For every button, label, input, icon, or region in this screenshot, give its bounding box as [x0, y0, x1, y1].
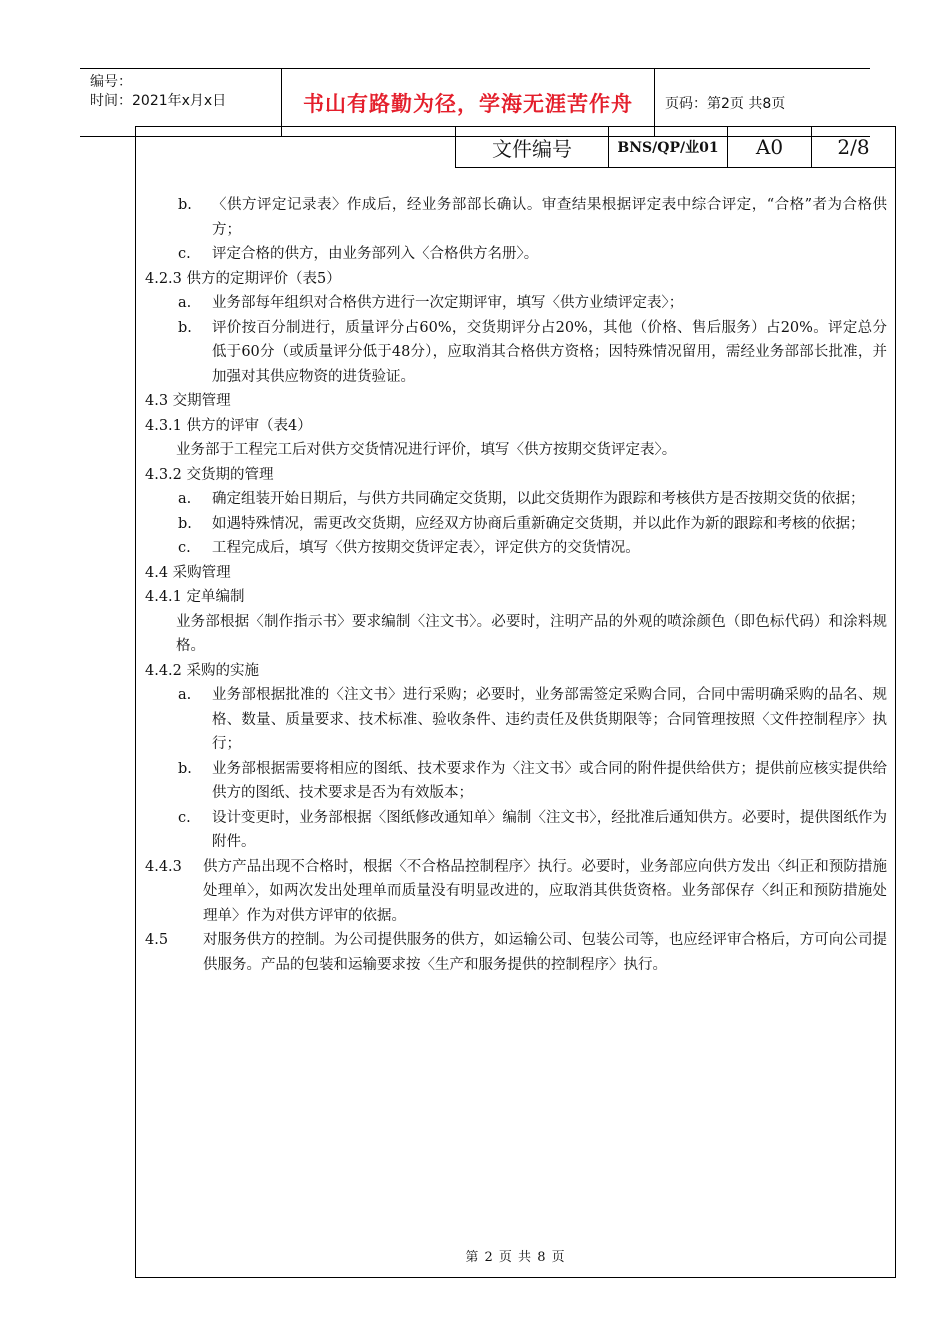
list-text: 〈供方评定记录表〉作成后，经业务部部长确认。审查结果根据评定表中综合评定，“合格”者为合格供方；	[212, 197, 887, 238]
list-item	[145, 683, 887, 757]
list-marker: b.	[178, 197, 192, 213]
list-item	[145, 291, 887, 316]
doc-page: 2/8	[837, 135, 870, 159]
list-item	[145, 757, 887, 806]
doc-code: BNS/QP/业01	[609, 127, 728, 167]
paragraph-text: 供方产品出现不合格时，根据〈不合格品控制程序〉执行。必要时，业务部应向供方发出〈纠正和预防措施处理单〉，如两次发出处理单而质量没有明显改进的，应取消其供货资格。业务部保存〈纠正和预防措施处理单〉作为对供方评审的依据。	[203, 858, 887, 924]
doc-number-label: 文件编号	[456, 127, 609, 167]
list-marker: c.	[178, 246, 191, 262]
list-item	[145, 193, 887, 242]
document-number-label: 编号：	[90, 74, 132, 90]
list-text: 评定合格的供方，由业务部列入〈合格供方名册〉。	[212, 246, 539, 262]
section-heading: 4.3 交期管理	[145, 393, 231, 409]
list-item	[145, 242, 887, 267]
list-marker: b.	[178, 760, 192, 777]
section-heading: 4.4.1 定单编制	[145, 589, 245, 605]
list-marker: a.	[178, 295, 192, 311]
list-marker: c.	[178, 809, 191, 826]
paragraph: 业务部根据〈制作指示书〉要求编制〈注文书〉。必要时，注明产品的外观的喷涂颜色（即色标代码）和涂料规格。	[176, 613, 887, 654]
list-text: 评价按百分制进行，质量评分占60%，交货期评分占20%，其他（价格、售后服务）占20%。评定总分低于60分（或质量评分低于48分），应取消其合格供方资格；因特殊情况留用，需经业务部部长批准，并加强对其供应物资的进货验证。	[212, 319, 887, 385]
list-text: 如遇特殊情况，需更改交货期，应经双方协商后重新确定交货期，并以此作为新的跟踪和考核的依据；	[212, 515, 865, 532]
list-item	[145, 487, 887, 512]
doc-version: A0	[728, 127, 812, 167]
document-date: 时间：2021年x月x日	[90, 93, 227, 109]
list-marker: c.	[178, 540, 191, 556]
page-footer: 第 2 页 共 8 页	[465, 1250, 566, 1265]
section-heading: 4.3.2 交货期的管理	[145, 466, 274, 483]
list-item	[145, 316, 887, 390]
list-marker: a.	[178, 491, 192, 507]
section-number: 4.5	[145, 932, 169, 948]
section-number: 4.4.3	[145, 858, 182, 875]
numbered-paragraph	[145, 855, 887, 929]
list-text: 工程完成后，填写〈供方按期交货评定表〉，评定供方的交货情况。	[212, 540, 640, 556]
section-heading: 4.2.3 供方的定期评价（表5）	[145, 270, 341, 287]
list-text: 确定组装开始日期后，与供方共同确定交货期，以此交货期作为跟踪和考核供方是否按期交货的依据；	[212, 491, 865, 507]
list-item	[145, 536, 887, 561]
list-item	[145, 512, 887, 537]
numbered-paragraph	[145, 928, 887, 977]
list-text: 业务部每年组织对合格供方进行一次定期评审，填写〈供方业绩评定表〉；	[212, 295, 684, 311]
section-heading: 4.4 采购管理	[145, 564, 231, 581]
list-marker: b.	[178, 319, 192, 336]
header-meta	[90, 73, 280, 111]
list-marker: a.	[178, 687, 192, 703]
list-text: 设计变更时，业务部根据〈图纸修改通知单〉编制〈注文书〉，经批准后通知供方。必要时，提供图纸作为附件。	[212, 809, 887, 850]
section-heading: 4.3.1 供方的评审（表4）	[145, 417, 312, 434]
list-item	[145, 806, 887, 855]
header-page-code: 页码：第2页 共8页	[665, 95, 786, 112]
paragraph-text: 对服务供方的控制。为公司提供服务的供方，如运输公司、包装公司等，也应经评审合格后，方可向公司提供服务。产品的包装和运输要求按〈生产和服务提供的控制程序〉执行。	[203, 932, 887, 973]
list-marker: b.	[178, 515, 192, 532]
list-text: 业务部根据需要将相应的图纸、技术要求作为〈注文书〉或合同的附件提供给供方；提供前应核实提供给供方的图纸、技术要求是否为有效版本；	[212, 760, 887, 801]
list-text: 业务部根据批准的〈注文书〉进行采购；必要时，业务部需签定采购合同，合同中需明确采购的品名、规格、数量、质量要求、技术标准、验收条件、违约责任及供货期限等；合同管理按照〈文件控制程序〉执行；	[212, 687, 887, 752]
document-body	[145, 193, 887, 977]
section-heading: 4.4.2 采购的实施	[145, 662, 260, 679]
paragraph: 业务部于工程完工后对供方交货情况进行评价，填写〈供方按期交货评定表〉。	[176, 442, 677, 458]
header-motto: 书山有路勤为径，学海无涯苦作舟	[303, 91, 633, 116]
document-id-table	[455, 126, 896, 168]
